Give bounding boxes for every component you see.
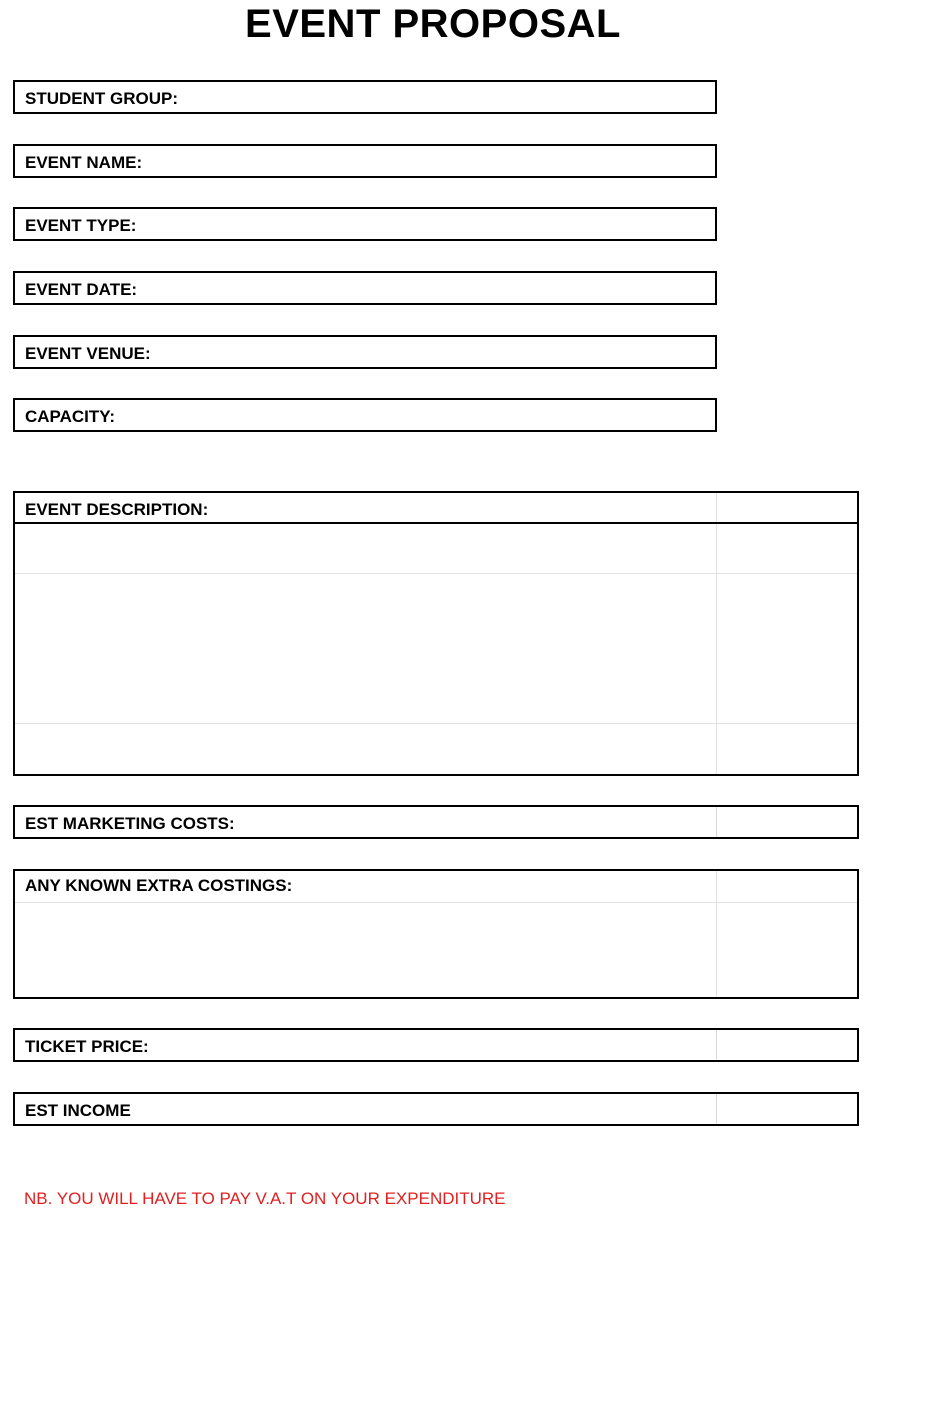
est-income-label: EST INCOME <box>25 1101 131 1120</box>
event-venue-field[interactable] <box>13 335 717 369</box>
student-group-field[interactable] <box>13 80 717 114</box>
event-description-divider <box>15 522 857 524</box>
event-type-label: EVENT TYPE: <box>25 216 137 235</box>
capacity-field[interactable] <box>13 398 717 432</box>
event-description-label: EVENT DESCRIPTION: <box>25 500 209 519</box>
event-name-field[interactable] <box>13 144 717 178</box>
gridline <box>716 1030 717 1060</box>
est-marketing-costs-label: EST MARKETING COSTS: <box>25 814 235 833</box>
vat-note: NB. YOU WILL HAVE TO PAY V.A.T ON YOUR EXPENDITURE <box>24 1189 506 1208</box>
event-date-label: EVENT DATE: <box>25 280 138 299</box>
event-date-field[interactable] <box>13 271 717 305</box>
gridline <box>15 573 857 574</box>
gridline <box>716 807 717 837</box>
extra-costings-box[interactable] <box>13 869 859 999</box>
event-type-field[interactable] <box>13 207 717 241</box>
event-name-label: EVENT NAME: <box>25 153 143 172</box>
capacity-label: CAPACITY: <box>25 407 116 426</box>
gridline <box>716 1094 717 1124</box>
gridline <box>15 902 857 903</box>
event-description-box[interactable] <box>13 491 859 776</box>
est-marketing-costs-field[interactable] <box>13 805 859 839</box>
extra-costings-label: ANY KNOWN EXTRA COSTINGS: <box>25 876 293 895</box>
gridline <box>716 871 717 997</box>
est-income-field[interactable] <box>13 1092 859 1126</box>
event-venue-label: EVENT VENUE: <box>25 344 151 363</box>
student-group-label: STUDENT GROUP: <box>25 89 178 108</box>
page-title: EVENT PROPOSAL <box>245 2 621 46</box>
ticket-price-field[interactable] <box>13 1028 859 1062</box>
ticket-price-label: TICKET PRICE: <box>25 1037 149 1056</box>
gridline <box>716 493 717 774</box>
gridline <box>15 723 857 724</box>
